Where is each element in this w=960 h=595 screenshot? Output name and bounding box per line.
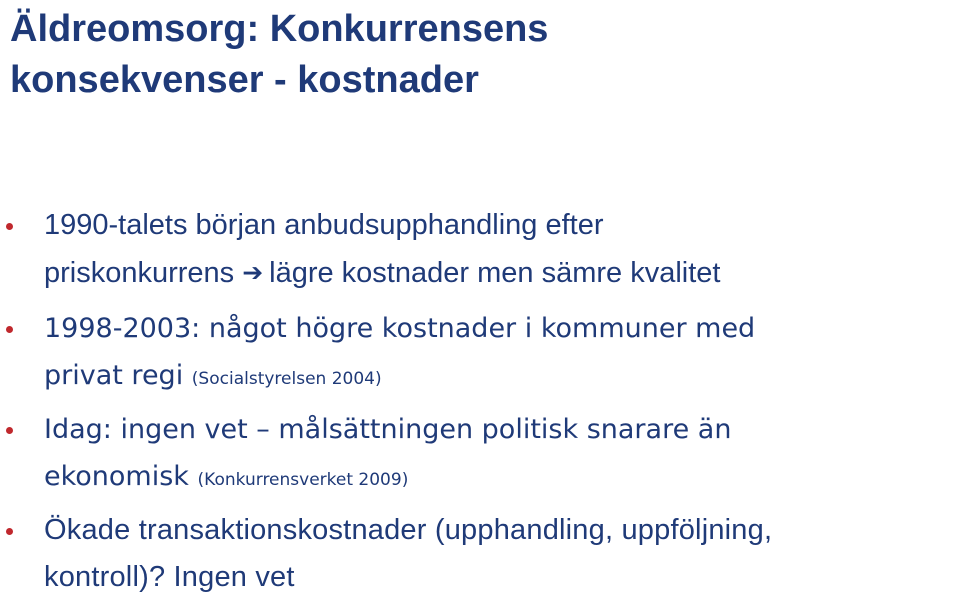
- bullet-1-text-a: priskonkurrens: [44, 257, 235, 289]
- title-line-1: Äldreomsorg: Konkurrensens: [10, 8, 549, 50]
- bullet-3-source: (Konkurrensverket 2009): [197, 470, 409, 490]
- bullet-item-1: [44, 202, 720, 297]
- title-line-2: konsekvenser - kostnader: [10, 59, 479, 101]
- bullet-4-line-2: kontroll)? Ingen vet: [44, 561, 295, 593]
- slide-title: [10, 4, 548, 106]
- bullet-dot-icon: [6, 326, 13, 333]
- bullet-item-4: [44, 507, 772, 595]
- bullet-2-line-2: [44, 352, 755, 403]
- bullet-1-text-b: lägre kostnader men sämre kvalitet: [269, 257, 721, 289]
- bullet-dot-icon: [6, 427, 13, 434]
- bullet-2-text: privat regi: [44, 360, 184, 391]
- bullet-item-2: [44, 305, 755, 403]
- bullet-1-line-1: 1990-talets början anbudsupphandling efter: [44, 209, 604, 241]
- bullet-3-text: ekonomisk: [44, 461, 189, 492]
- bullet-2-source: (Socialstyrelsen 2004): [191, 369, 382, 389]
- bullet-1-line-2: [44, 249, 720, 297]
- bullet-dot-icon: [6, 528, 13, 535]
- bullet-item-3: [44, 406, 731, 504]
- arrow-right-icon: ➔: [242, 258, 264, 287]
- bullet-4-line-1: Ökade transaktionskostnader (upphandling, uppföljning,: [44, 514, 773, 546]
- bullet-3-line-1: Idag: ingen vet – målsättningen politisk snarare än: [44, 414, 732, 445]
- bullet-3-line-2: [44, 453, 731, 504]
- bullet-dot-icon: [6, 223, 13, 230]
- bullet-2-line-1: 1998-2003: något högre kostnader i kommuner med: [44, 313, 756, 344]
